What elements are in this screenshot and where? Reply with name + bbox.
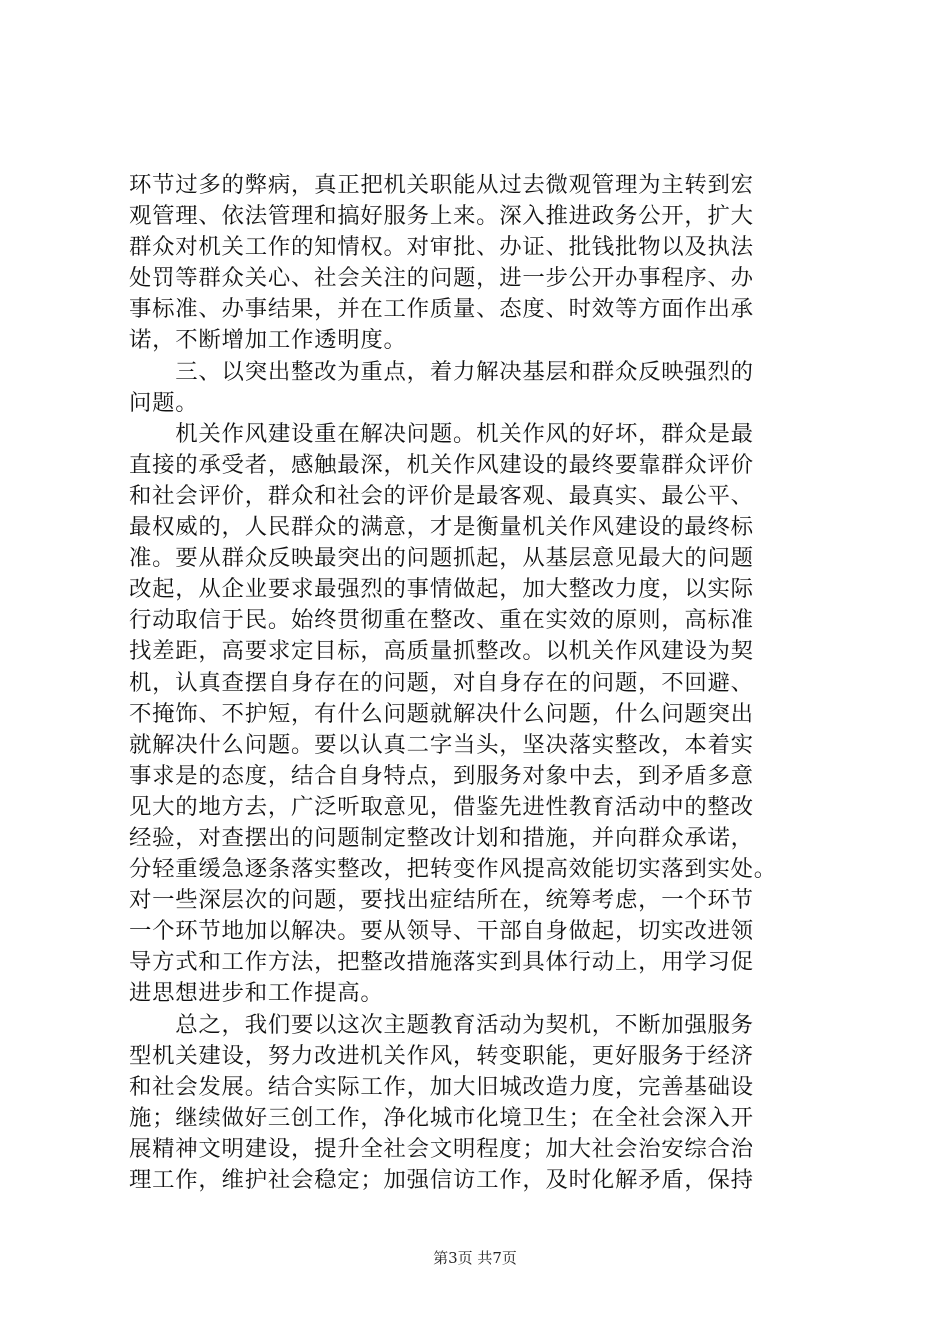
text-line: 和社会评价，群众和社会的评价是最客观、最真实、最公平、 [129,482,754,509]
text-line: 导方式和工作方法，把整改措施落实到具体行动上，用学习促 [129,949,754,976]
text-line: 行动取信于民。始终贯彻重在整改、重在实效的原则，高标准 [129,607,754,634]
text-line: 总之，我们要以这次主题教育活动为契机，不断加强服务 [129,1011,754,1038]
page-number-label: 第3页 共7页 [433,1249,517,1267]
text-line: 最权威的，人民群众的满意，才是衡量机关作风建设的最终标 [129,514,754,541]
page-footer [0,1247,950,1268]
text-line: 诺，不断增加工作透明度。 [129,327,407,354]
text-line: 事求是的态度，结合自身特点，到服务对象中去，到矛盾多意 [129,762,754,789]
text-line: 理工作，维护社会稳定；加强信访工作，及时化解矛盾，保持 [129,1167,754,1193]
text-line: 见大的地方去，广泛听取意见，借鉴先进性教育活动中的整改 [129,793,754,820]
text-line: 群众对机关工作的知情权。对审批、办证、批钱批物以及执法 [129,234,754,261]
text-line: 找差距，高要求定目标，高质量抓整改。以机关作风建设为契 [129,638,754,665]
text-line: 机，认真查摆自身存在的问题，对自身存在的问题，不回避、 [129,669,754,696]
text-line: 和社会发展。结合实际工作，加大旧城改造力度，完善基础设 [129,1073,754,1100]
text-line: 对一些深层次的问题，要找出症结所在，统筹考虑，一个环节 [129,887,754,914]
text-line: 处罚等群众关心、社会关注的问题，进一步公开办事程序、办 [129,265,754,292]
text-line: 准。要从群众反映最突出的问题抓起，从基层意见最大的问题 [129,545,754,572]
text-line: 改起，从企业要求最强烈的事情做起，加大整改力度，以实际 [129,576,754,603]
section-heading-line: 三、以突出整改为重点，着力解决基层和群众反映强烈的 [129,358,754,385]
text-line: 展精神文明建设，提升全社会文明程度；加大社会治安综合治 [129,1135,754,1162]
text-line: 环节过多的弊病，真正把机关职能从过去微观管理为主转到宏 [129,172,754,198]
text-line: 分轻重缓急逐条落实整改，把转变作风提高效能切实落到实处。 [129,856,777,883]
text-line: 进思想进步和工作提高。 [129,980,384,1007]
text-line: 机关作风建设重在解决问题。机关作风的好坏，群众是最 [129,420,754,447]
text-line: 就解决什么问题。要以认真二字当头，坚决落实整改，本着实 [129,731,754,758]
text-line: 直接的承受者，感触最深，机关作风建设的最终要靠群众评价 [129,451,754,478]
text-line: 不掩饰、不护短，有什么问题就解决什么问题，什么问题突出 [129,700,754,727]
text-line: 事标准、办事结果，并在工作质量、态度、时效等方面作出承 [129,296,754,323]
section-heading-line: 问题。 [129,389,199,416]
text-line: 施；继续做好三创工作，净化城市化境卫生；在全社会深入开 [129,1104,754,1131]
text-line: 经验，对查摆出的问题制定整改计划和措施，并向群众承诺， [129,824,754,851]
text-line: 观管理、依法管理和搞好服务上来。深入推进政务公开，扩大 [129,203,754,230]
text-line: 型机关建设，努力改进机关作风，转变职能，更好服务于经济 [129,1042,754,1069]
body-text [129,170,849,1196]
text-line: 一个环节地加以解决。要从领导、干部自身做起，切实改进领 [129,918,754,945]
